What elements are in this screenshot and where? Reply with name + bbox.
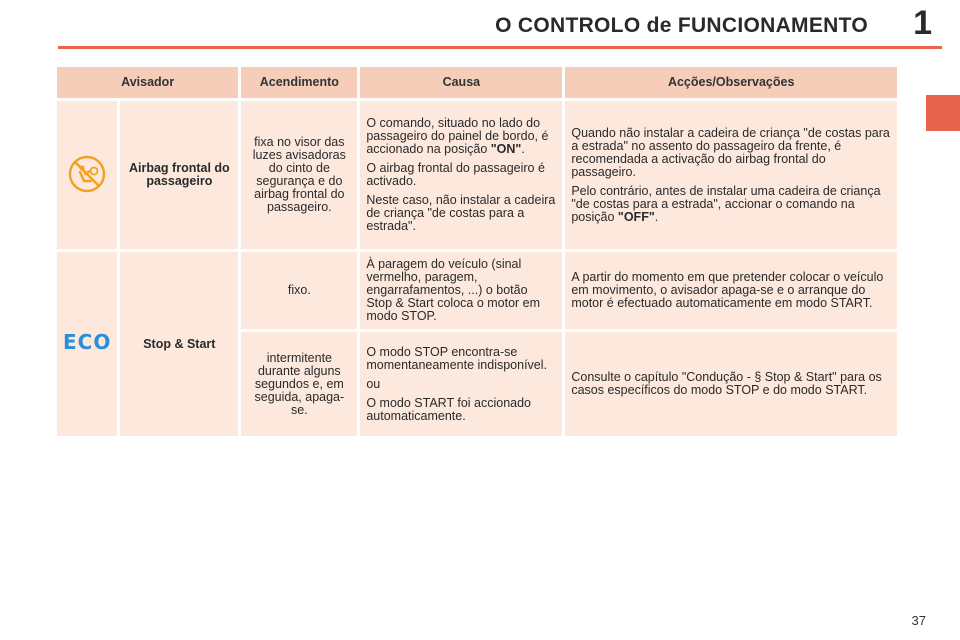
stopstart-name: Stop & Start (120, 252, 238, 436)
stopstart-lighting-blink: intermitente durante alguns segundos e, em seguida, apaga-se. (241, 332, 357, 436)
stopstart-action-fixed: A partir do momento em que pretender colocar o veículo em movimento, o avisador apaga-se e o arranque do motor é efectuado automaticamente em modo START. (565, 252, 897, 329)
column-header-causa: Causa (360, 67, 562, 98)
table-header-row (57, 67, 897, 98)
table-row (57, 101, 897, 249)
stopstart-cause-line-3: O modo START foi accionado automaticamente. (366, 395, 532, 423)
airbag-action-line-2: Pelo contrário, antes de instalar uma cadeira de criança "de costas para a estrada", accionar o comando na posição "OFF". (571, 183, 881, 224)
chapter-tab (926, 95, 960, 131)
stopstart-action-blink: Consulte o capítulo "Condução - § Stop & Start" para os casos específicos do modo STOP e do modo START. (565, 332, 897, 436)
airbag-off-icon (67, 154, 107, 194)
column-header-acendimento: Acendimento (241, 67, 357, 98)
airbag-cause-line-3: Neste caso, não instalar a cadeira de criança "de costas para a estrada". (366, 193, 556, 233)
stopstart-cause-blink (360, 332, 562, 436)
header-divider (58, 46, 942, 49)
table-row (57, 252, 897, 329)
airbag-action (565, 101, 897, 249)
airbag-cause (360, 101, 562, 249)
airbag-action-line-1: Quando não instalar a cadeira de criança "de costas para a estrada" no assento do passageiro da frente, é recomendada a activação do airbag frontal do passageiro. (571, 125, 890, 179)
page-title: O CONTROLO de FUNCIONAMENTO (495, 14, 868, 37)
chapter-number: 1 (913, 4, 932, 42)
eco-icon: ECO (63, 330, 112, 354)
stopstart-cause-line-2: ou (366, 376, 381, 391)
airbag-name: Airbag frontal do passageiro (120, 101, 238, 249)
column-header-accoes: Acções/Observações (565, 67, 897, 98)
airbag-lighting: fixa no visor das luzes avisadoras do cinto de segurança e do airbag frontal do passageiro. (241, 101, 357, 249)
page-number: 37 (911, 613, 926, 628)
stopstart-lighting-fixed: fixo. (241, 252, 357, 329)
eco-icon-cell (57, 252, 117, 436)
stopstart-cause-fixed: À paragem do veículo (sinal vermelho, paragem, engarrafamentos, ...) o botão Stop & Start coloca o motor em modo STOP. (360, 252, 562, 329)
stopstart-cause-line-1: O modo STOP encontra-se momentaneamente indisponível. (366, 344, 548, 372)
airbag-icon-cell (57, 101, 117, 249)
column-header-avisador: Avisador (57, 67, 238, 98)
warning-lights-table (54, 64, 900, 439)
airbag-cause-line-1: O comando, situado no lado do passageiro do painel de bordo, é accionado na posição "ON". (366, 116, 549, 156)
airbag-cause-line-2: O airbag frontal do passageiro é activado. (366, 161, 545, 188)
